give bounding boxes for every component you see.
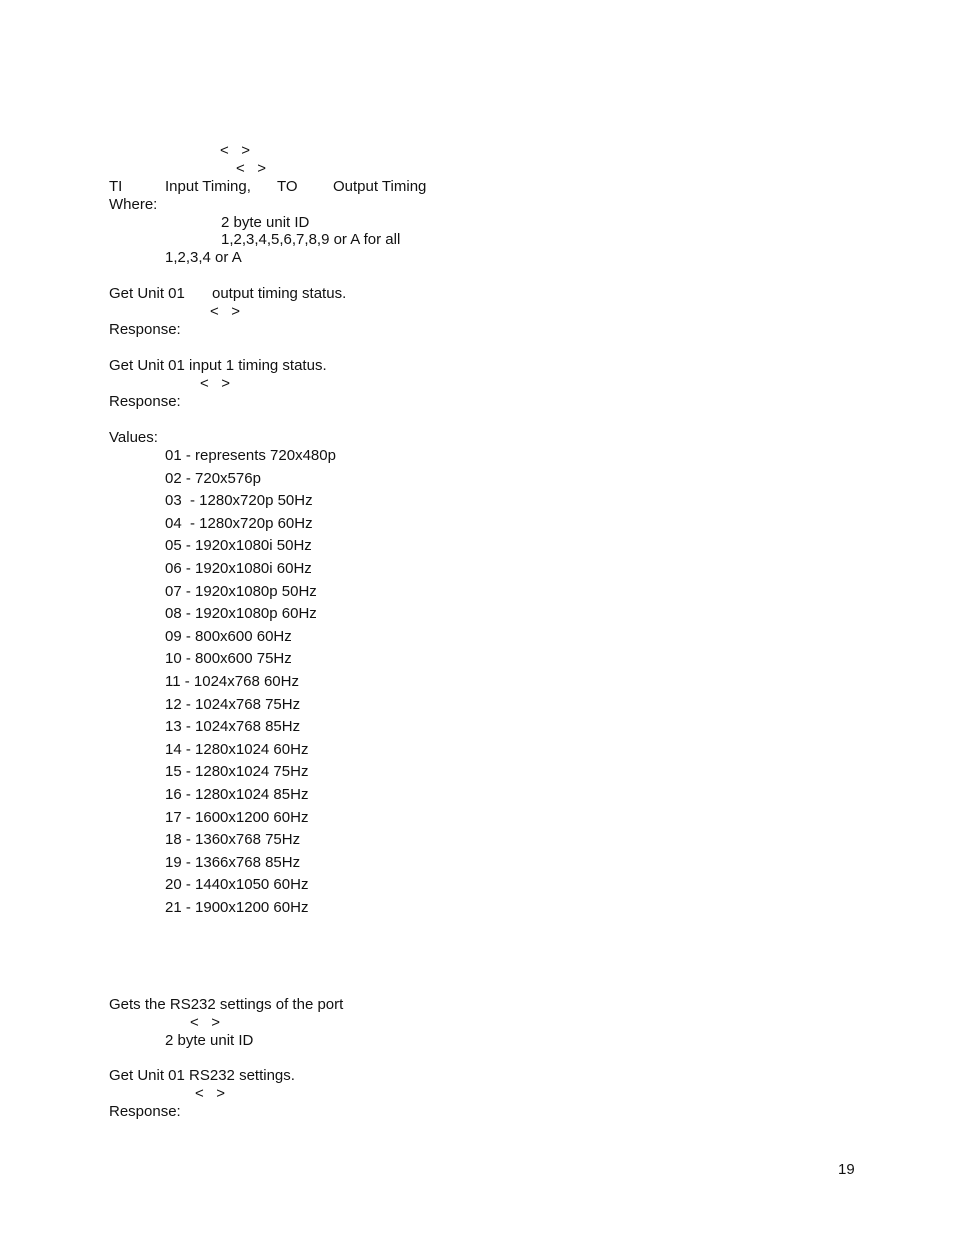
example2-cmd: < > [200, 375, 231, 392]
values-title: Values: [109, 429, 158, 446]
value-item: 06 - 1920x1080i 60Hz [165, 560, 312, 577]
value-item: 17 - 1600x1200 60Hz [165, 809, 309, 826]
where-label: Where: [109, 196, 158, 213]
value-item: 01 - represents 720x480p [165, 447, 336, 464]
rs232-unit-id: 2 byte unit ID [165, 1032, 254, 1049]
value-item: 02 - 720x576p [165, 470, 261, 487]
value-item: 15 - 1280x1024 75Hz [165, 763, 309, 780]
inputs-desc: 1,2,3,4 or A [165, 249, 242, 266]
rs232-desc: Gets the RS232 settings of the port [109, 996, 344, 1013]
page-number: 19 [838, 1161, 855, 1178]
value-item: 12 - 1024x768 75Hz [165, 696, 301, 713]
value-item: 20 - 1440x1050 60Hz [165, 876, 309, 893]
value-item: 21 - 1900x1200 60Hz [165, 899, 309, 916]
input-timing-label: Input Timing, [165, 178, 251, 195]
value-item: 04 - 1280x720p 60Hz [165, 515, 313, 532]
output-timing-label: Output Timing [333, 178, 427, 195]
value-item: 14 - 1280x1024 60Hz [165, 741, 309, 758]
value-item: 19 - 1366x768 85Hz [165, 854, 301, 871]
example1-response: Response: [109, 321, 181, 338]
value-item: 05 - 1920x1080i 50Hz [165, 537, 312, 554]
value-item: 18 - 1360x768 75Hz [165, 831, 301, 848]
rs232-example: Get Unit 01 RS232 settings. [109, 1067, 295, 1084]
outputs-desc: 1,2,3,4,5,6,7,8,9 or A for all [221, 231, 401, 248]
value-item: 09 - 800x600 60Hz [165, 628, 292, 645]
value-item: 11 - 1024x768 60Hz [165, 673, 299, 690]
to-label: TO [277, 178, 298, 195]
rs232-cmd: < > [190, 1014, 221, 1031]
example1-cmd: < > [210, 303, 241, 320]
example2-response: Response: [109, 393, 181, 410]
example2-desc: Get Unit 01 input 1 timing status. [109, 357, 327, 374]
example1-desc: output timing status. [212, 285, 347, 302]
rs232-example-cmd: < > [195, 1085, 226, 1102]
value-item: 16 - 1280x1024 85Hz [165, 786, 309, 803]
rs232-response: Response: [109, 1103, 181, 1120]
value-item: 07 - 1920x1080p 50Hz [165, 583, 317, 600]
unit-id-desc: 2 byte unit ID [221, 214, 310, 231]
syntax-brackets-1: < > [220, 142, 251, 159]
ti-label: TI [109, 178, 123, 195]
value-item: 08 - 1920x1080p 60Hz [165, 605, 317, 622]
example1-get-unit: Get Unit 01 [109, 285, 185, 302]
value-item: 13 - 1024x768 85Hz [165, 718, 301, 735]
value-item: 10 - 800x600 75Hz [165, 650, 292, 667]
syntax-brackets-2: < > [236, 160, 267, 177]
value-item: 03 - 1280x720p 50Hz [165, 492, 313, 509]
